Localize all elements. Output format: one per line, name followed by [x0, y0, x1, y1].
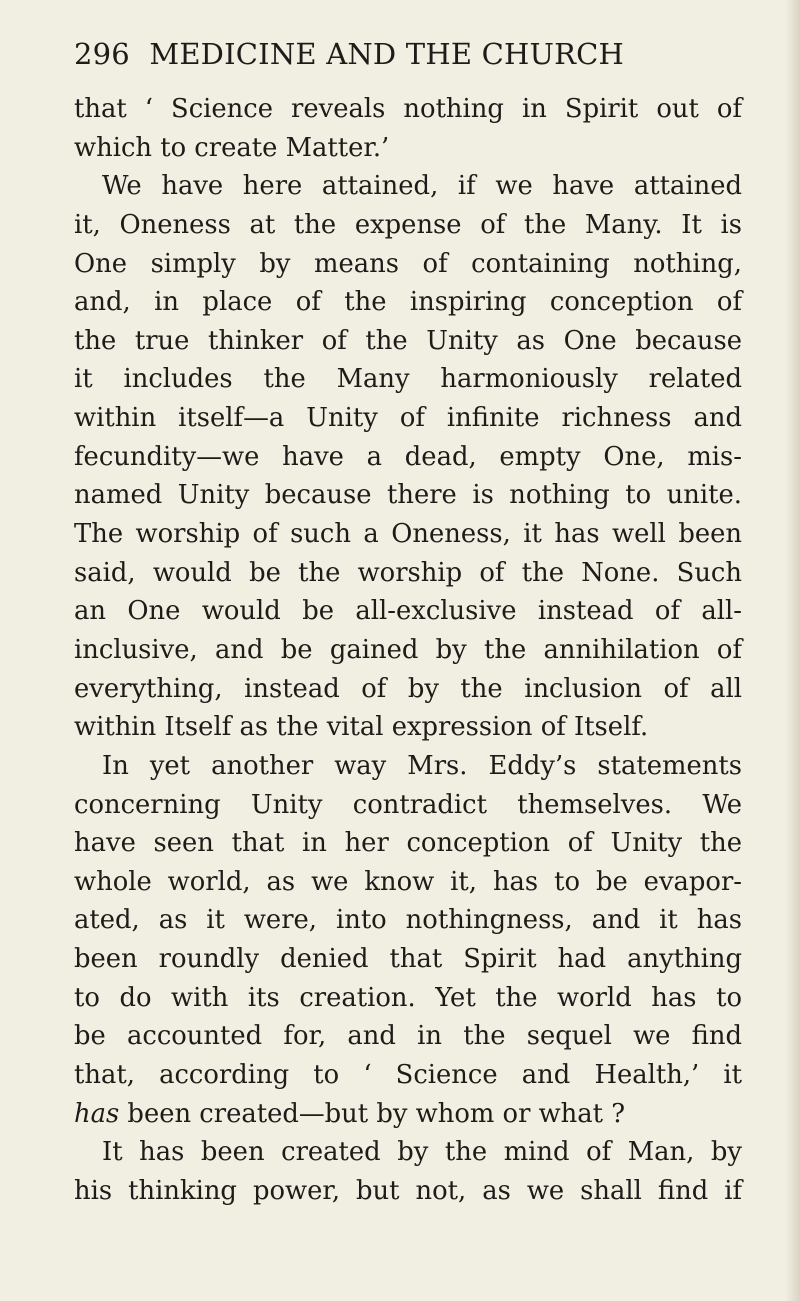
text-line: that ‘ Science reveals nothing in Spirit out of — [74, 94, 742, 124]
text-line: In yet another way Mrs. Eddy’s statements — [102, 750, 742, 781]
text-line: within itself—a Unity of infinite richness and — [74, 403, 742, 434]
page-edge-shadow — [786, 0, 800, 1301]
page-number: 296 — [74, 37, 130, 71]
text-line: and, in place of the inspiring conception of — [74, 287, 742, 318]
running-head: MEDICINE AND THE CHURCH — [149, 37, 625, 71]
text-line: said, would be the worship of the None. Such — [74, 557, 742, 588]
text-line: We have here attained, if we have attained — [102, 171, 742, 202]
text-line: it includes the Many harmoniously related — [74, 364, 742, 395]
text-line: an One would be all-exclusive instead of all- — [74, 596, 742, 627]
text-line: been roundly denied that Spirit had anything — [74, 944, 742, 975]
text-line: inclusive, and be gained by the annihilation of — [74, 634, 742, 665]
text-line: named Unity because there is nothing to unite. — [74, 480, 742, 511]
text-line: within Itself as the vital expression of Itself. — [74, 712, 649, 743]
text-line: his thinking power, but not, as we shall find if — [74, 1175, 742, 1206]
text-line: ated, as it were, into nothingness, and it has — [74, 905, 742, 936]
text-line: The worship of such a Oneness, it has well been — [74, 519, 742, 550]
text-line: concerning Unity contradict themselves. We — [74, 789, 742, 820]
text-line: which to create Matter.’ — [74, 132, 390, 163]
text-line: that, according to ‘ Science and Health,’ it — [74, 1060, 742, 1091]
text-line: One simply by means of containing nothing, — [74, 248, 742, 279]
text-line: it, Oneness at the expense of the Many. It is — [74, 209, 742, 240]
text-line: be accounted for, and in the sequel we find — [74, 1021, 742, 1052]
italic-word: has — [74, 1098, 120, 1129]
text-line: the true thinker of the Unity as One because — [74, 325, 742, 356]
text-line-rest: been created—but by whom or what ? — [119, 1098, 626, 1129]
text-line: whole world, as we know it, has to be evapor- — [74, 866, 742, 897]
text-line: have seen that in her conception of Unity the — [74, 828, 742, 859]
text-line — [74, 1095, 742, 1134]
text-line: to do with its creation. Yet the world has to — [74, 982, 742, 1013]
text-line: fecundity—we have a dead, empty One, mis- — [74, 441, 742, 472]
body-text — [74, 90, 742, 1211]
text-line: everything, instead of by the inclusion of all — [74, 673, 742, 704]
text-line: It has been created by the mind of Man, by — [102, 1137, 742, 1168]
page-header — [74, 34, 742, 74]
